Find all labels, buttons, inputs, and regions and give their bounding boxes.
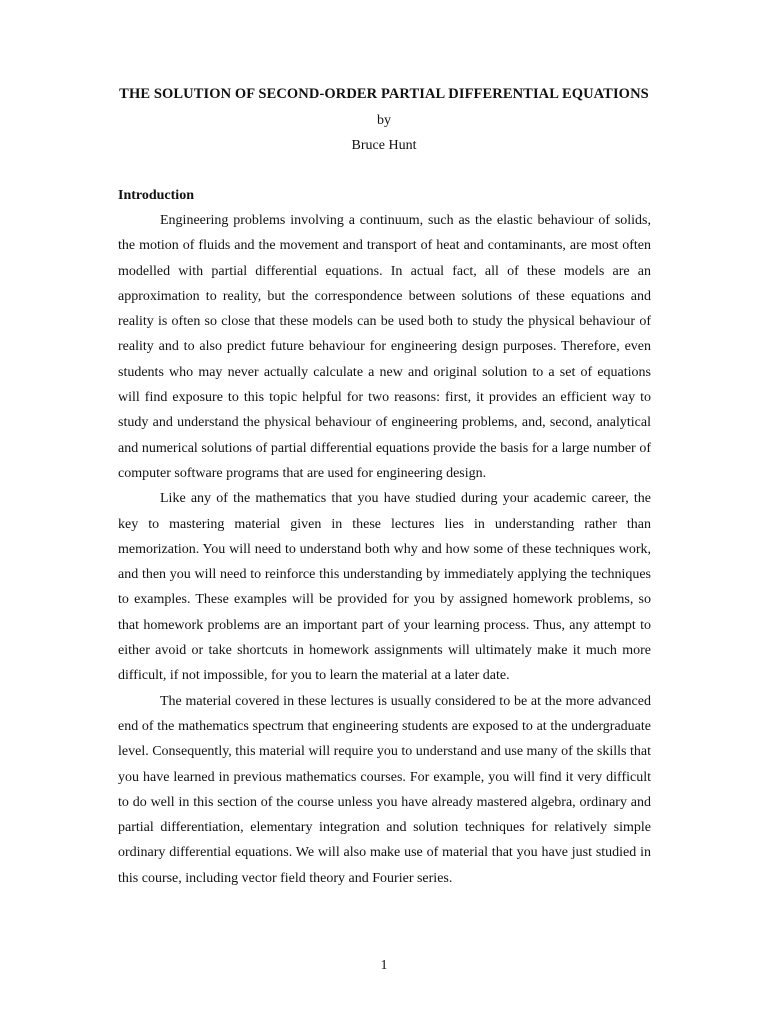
body-text [118,208,651,891]
author-name: Bruce Hunt [351,138,417,153]
paragraph-1: Engineering problems involving a continuum, such as the elastic behaviour of solids, the motion of fluids and the movement and transport of heat and contaminants, are most often modelled with partial differential equations. In actual fact, all of these models are an approximation to reality, but the correspondence between solutions of these equations and reality is often so close that these models can be used both to study the physical behaviour of reality and to also predict future behaviour for engineering design purposes. Therefore, even students who may never actually calculate a new and original solution to a set of equations will find exposure to this topic helpful for two reasons: first, it provides an efficient way to study and understand the physical behaviour of engineering problems, and, second, analytical and numerical solutions of partial differential equations provide the basis for a large number of computer software programs that are used for engineering design. [118,213,651,481]
section-heading: Introduction [118,188,194,203]
document-title: THE SOLUTION OF SECOND-ORDER PARTIAL DIFFERENTIAL EQUATIONS [119,86,649,102]
byline: by [377,113,391,128]
page-number: 1 [380,958,388,973]
paragraph-2: Like any of the mathematics that you have studied during your academic career, the key to mastering material given in these lectures lies in understanding rather than memorization. You will need to understand both why and how some of these techniques work, and then you will need to reinforce this understanding by immediately applying the techniques to examples. These examples will be provided for you by assigned homework problems, so that homework problems are an important part of your learning process. Thus, any attempt to either avoid or take shortcuts in homework assignments will ultimately make it much more difficult, if not impossible, for you to learn the material at a later date. [118,491,651,684]
paragraph-3: The material covered in these lectures is usually considered to be at the more advanced end of the mathematics spectrum that engineering students are exposed to at the undergraduate level. Consequently, this material will require you to understand and use many of the skills that you have learned in previous mathematics courses. For example, you will find it very difficult to do well in this section of the course unless you have already mastered algebra, ordinary and partial differentiation, elementary integration and solution techniques for relatively simple ordinary differential equations. We will also make use of material that you have just studied in this course, including vector field theory and Fourier series. [118,693,651,886]
